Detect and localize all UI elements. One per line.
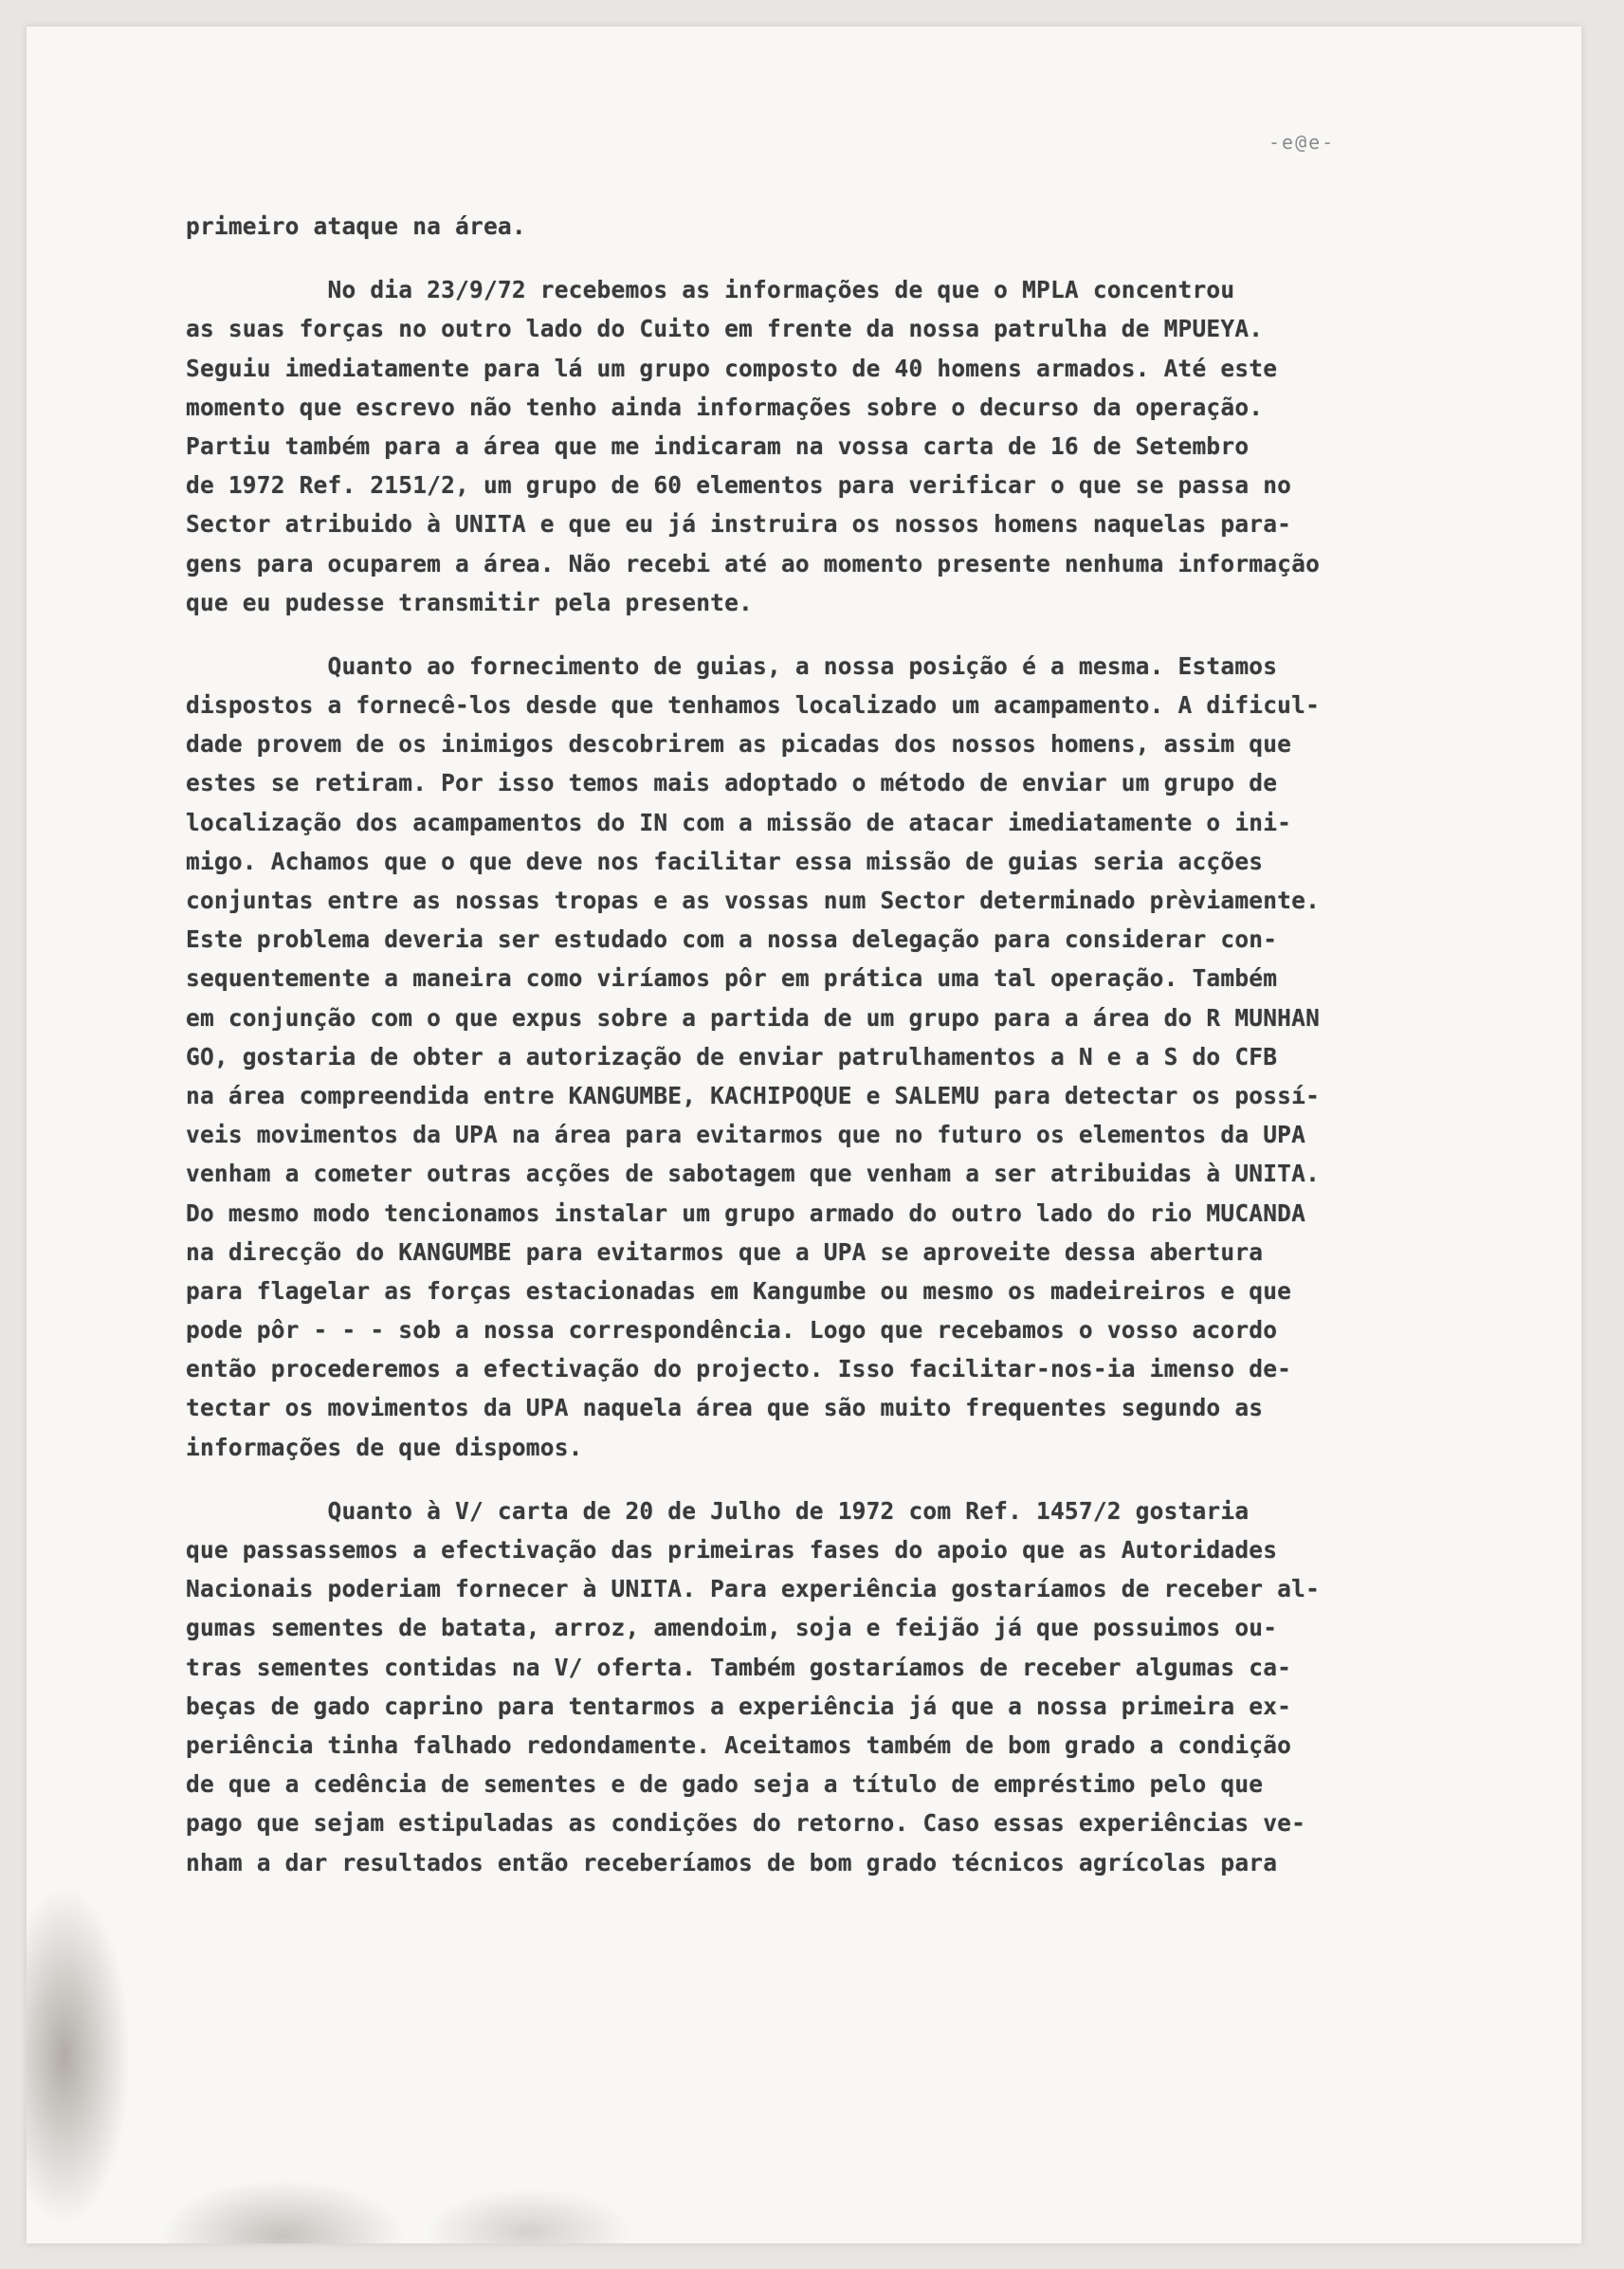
text-line: periência tinha falhado redondamente. Aceitamos também de bom grado a condição xyxy=(186,1730,1292,1759)
text-line: pago que sejam estipuladas as condições do retorno. Caso essas experiências ve- xyxy=(186,1809,1306,1838)
text-line: dade provem de os inimigos descobrirem as picadas dos nossos homens, assim que xyxy=(186,730,1292,759)
text-line: Sector atribuido à UNITA e que eu já instruira os nossos homens naquelas para- xyxy=(186,510,1292,539)
paragraph xyxy=(186,1491,1437,1882)
text-line: migo. Achamos que o que deve nos facilitar essa missão de guias seria acções xyxy=(186,847,1264,875)
text-line: estes se retiram. Por isso temos mais adoptado o método de enviar um grupo de xyxy=(186,769,1278,797)
text-line: momento que escrevo não tenho ainda informações sobre o decurso da operação. xyxy=(186,393,1264,421)
text-line: Nacionais poderiam fornecer à UNITA. Para experiência gostaríamos de receber al- xyxy=(186,1575,1321,1603)
paragraph xyxy=(186,207,1437,246)
text-line: Este problema deveria ser estudado com a nossa delegação para considerar con- xyxy=(186,925,1278,954)
text-line: de 1972 Ref. 2151/2, um grupo de 60 elementos para verificar o que se passa no xyxy=(186,471,1292,500)
text-line: gens para ocuparem a área. Não recebi até ao momento presente nenhuma informação xyxy=(186,549,1321,577)
text-line: Quanto ao fornecimento de guias, a nossa posição é a mesma. Estamos xyxy=(186,651,1278,680)
text-line: informações de que dispomos. xyxy=(186,1433,583,1461)
text-line: Do mesmo modo tencionamos instalar um grupo armado do outro lado do rio MUCANDA xyxy=(186,1199,1306,1227)
text-line: nham a dar resultados então receberíamos de bom grado técnicos agrícolas para xyxy=(186,1848,1278,1876)
corner-mark: -e@e- xyxy=(1268,131,1336,154)
text-line: beças de gado caprino para tentarmos a experiência já que a nossa primeira ex- xyxy=(186,1692,1292,1720)
paragraph xyxy=(186,270,1437,622)
text-line: conjuntas entre as nossas tropas e as vossas num Sector determinado prèviamente. xyxy=(186,887,1321,914)
text-line: para flagelar as forças estacionadas em Kangumbe ou mesmo os madeireiros e que xyxy=(186,1276,1292,1305)
text-line: sequentemente a maneira como viríamos pôr em prática uma tal operação. Também xyxy=(186,964,1278,993)
text-line: de que a cedência de sementes e de gado seja a título de empréstimo pelo que xyxy=(186,1770,1264,1799)
text-line: na área compreendida entre KANGUMBE, KACHIPOQUE e SALEMU para detectar os possí- xyxy=(186,1081,1321,1109)
text-line: primeiro ataque na área. xyxy=(186,212,526,240)
text-line: pode pôr - - - sob a nossa correspondência. Logo que recebamos o vosso acordo xyxy=(186,1316,1278,1345)
text-line: venham a cometer outras acções de sabotagem que venham a ser atribuidas à UNITA. xyxy=(186,1160,1321,1188)
letter-body xyxy=(186,207,1437,1882)
text-line: Partiu também para a área que me indicaram na vossa carta de 16 de Setembro xyxy=(186,431,1250,460)
text-line: tectar os movimentos da UPA naquela área que são muito frequentes segundo as xyxy=(186,1394,1264,1422)
text-line: Quanto à V/ carta de 20 de Julho de 1972 com Ref. 1457/2 gostaria xyxy=(186,1496,1250,1525)
text-line: então procederemos a efectivação do projecto. Isso facilitar-nos-ia imenso de- xyxy=(186,1355,1292,1383)
paragraph xyxy=(186,647,1437,1467)
text-line: No dia 23/9/72 recebemos as informações de que o MPLA concentrou xyxy=(186,276,1235,304)
text-line: gumas sementes de batata, arroz, amendoim, soja e feijão já que possuimos ou- xyxy=(186,1614,1278,1642)
document-page xyxy=(27,27,1581,2243)
text-line: as suas forças no outro lado do Cuito em frente da nossa patrulha de MPUEYA. xyxy=(186,315,1264,343)
text-line: GO, gostaria de obter a autorização de enviar patrulhamentos a N e a S do CFB xyxy=(186,1042,1278,1070)
text-line: que passassemos a efectivação das primeiras fases do apoio que as Autoridades xyxy=(186,1536,1278,1564)
text-line: localização dos acampamentos do IN com a missão de atacar imediatamente o ini- xyxy=(186,808,1292,836)
text-line: na direcção do KANGUMBE para evitarmos que a UPA se aproveite dessa abertura xyxy=(186,1237,1264,1266)
stain-bottom-left xyxy=(27,1885,131,2226)
text-line: dispostos a fornecê-los desde que tenhamos localizado um acampamento. A dificul- xyxy=(186,691,1321,720)
stain-bottom xyxy=(159,2179,406,2243)
stain-bottom-center xyxy=(425,2188,633,2243)
text-line: que eu pudesse transmitir pela presente. xyxy=(186,588,754,616)
text-line: tras sementes contidas na V/ oferta. Também gostaríamos de receber algumas ca- xyxy=(186,1653,1292,1681)
text-line: em conjunção com o que expus sobre a partida de um grupo para a área do R MUNHAN xyxy=(186,1003,1321,1032)
text-line: veis movimentos da UPA na área para evitarmos que no futuro os elementos da UPA xyxy=(186,1121,1306,1149)
text-line: Seguiu imediatamente para lá um grupo composto de 40 homens armados. Até este xyxy=(186,354,1278,382)
